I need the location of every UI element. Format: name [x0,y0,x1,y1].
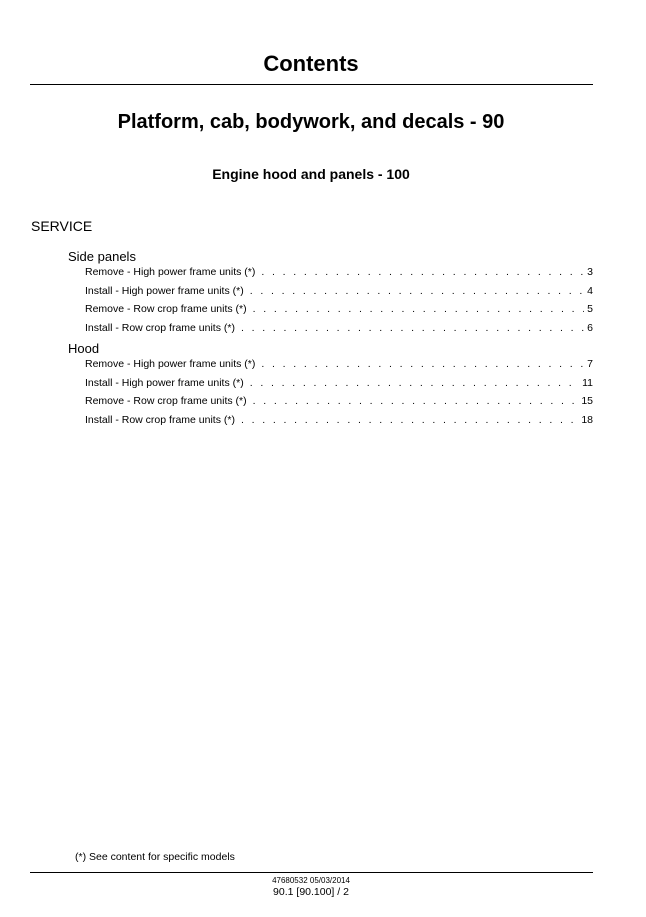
toc-leader [241,321,584,335]
toc-entry-page: 4 [587,284,593,297]
toc-entry-page: 5 [587,303,593,316]
toc-entry-label: Install - Row crop frame units (*) [85,322,235,335]
toc-leader [250,376,579,390]
footer-document-code: 47680532 05/03/2014 [272,876,350,885]
toc-entry-label: Remove - High power frame units (*) [85,358,256,370]
service-heading: SERVICE [31,218,93,234]
toc-group-title: Hood [68,341,100,356]
toc-leader [261,357,584,371]
toc-entry-page: 18 [581,414,593,427]
toc-group-hood [68,340,593,432]
toc-entry[interactable] [85,394,593,413]
toc-group-side-panels [68,248,593,340]
toc-entry[interactable] [85,265,593,284]
toc-entry-page: 6 [587,322,593,335]
toc-entry-label: Remove - Row crop frame units (*) [85,303,247,316]
toc-entry[interactable] [85,284,593,303]
footnote: (*) See content for specific models [75,851,235,863]
footer-page-number: 90.1 [90.100] / 2 [273,886,349,898]
footer-rule [30,872,593,873]
toc-entry-page: 3 [587,266,593,278]
toc-leader [261,265,584,279]
toc-entry-label: Install - Row crop frame units (*) [85,414,235,427]
toc-entry[interactable] [85,321,593,340]
toc-leader [241,413,578,427]
toc-leader [253,302,585,316]
toc-entry-page: 7 [587,358,593,370]
page-title: Contents [263,51,359,76]
toc-group-title: Side panels [68,249,136,264]
title-rule [30,84,593,85]
toc-entry-page: 15 [581,395,593,408]
chapter-title: Engine hood and panels - 100 [212,166,410,182]
toc-entry[interactable] [85,413,593,432]
toc-entry-label: Install - High power frame units (*) [85,284,244,297]
toc-leader [253,394,579,408]
toc-entry-label: Remove - High power frame units (*) [85,266,256,278]
section-title: Platform, cab, bodywork, and decals - 90 [117,111,505,133]
toc-leader [250,284,584,298]
toc-entry-label: Remove - Row crop frame units (*) [85,395,247,408]
toc-entry[interactable] [85,302,593,321]
toc-entry-label: Install - High power frame units (*) [85,376,244,389]
toc-entry[interactable] [85,376,593,395]
toc-entry-page: 11 [582,376,593,389]
toc-entry[interactable] [85,357,593,376]
